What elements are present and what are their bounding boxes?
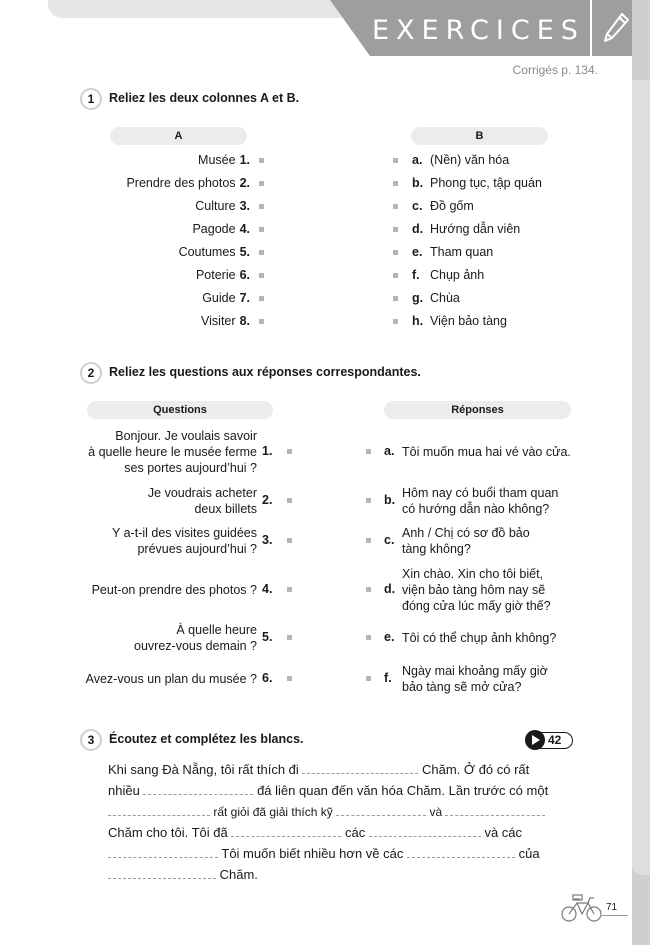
- list-item-b: h. Viện bảo tàng: [412, 314, 507, 328]
- match-dot[interactable]: [366, 538, 371, 543]
- text-line: nhiều đá liên quan đến văn hóa Chăm. Lần trước có một: [108, 783, 549, 798]
- blank-field[interactable]: [445, 804, 545, 816]
- list-item-b: d. Hướng dẫn viên: [412, 222, 521, 236]
- question-number: 2.: [262, 493, 273, 507]
- match-dot[interactable]: [366, 449, 371, 454]
- exercise-3-number: 3: [80, 729, 102, 751]
- match-dot[interactable]: [287, 498, 292, 503]
- header-title: EXERCICES: [372, 15, 585, 46]
- list-item-a: Pagode 4.: [192, 222, 250, 236]
- answer-letter: a.: [384, 444, 395, 458]
- blank-field[interactable]: [231, 825, 341, 837]
- exercise-2-title: Reliez les questions aux réponses correspondantes.: [109, 365, 421, 379]
- match-dot[interactable]: [287, 635, 292, 640]
- text-line: Khi sang Đà Nẵng, tôi rất thích đi Chăm. Ở đó có rất: [108, 762, 530, 777]
- text-line: rất giỏi đã giải thích kỹ và: [108, 804, 545, 819]
- match-dot[interactable]: [393, 250, 398, 255]
- list-item-a: Prendre des photos 2.: [126, 176, 250, 190]
- match-dot[interactable]: [259, 319, 264, 324]
- question-number: 5.: [262, 630, 273, 644]
- blank-field[interactable]: [108, 846, 218, 858]
- match-dot[interactable]: [259, 250, 264, 255]
- text-line: Chăm.: [108, 867, 258, 882]
- question-number: 3.: [262, 533, 273, 547]
- answer-letter: f.: [384, 671, 392, 685]
- blank-field[interactable]: [108, 804, 210, 816]
- answer-letter: c.: [384, 533, 395, 547]
- right-margin-tab: [632, 80, 650, 875]
- question-item: Je voudrais acheter deux billets: [147, 486, 257, 516]
- blank-field[interactable]: [407, 846, 515, 858]
- list-item-a: Poterie 6.: [195, 268, 250, 282]
- match-dot[interactable]: [393, 273, 398, 278]
- exercise-1-title: Reliez les deux colonnes A et B.: [109, 91, 300, 105]
- blank-field[interactable]: [302, 762, 418, 774]
- match-dot[interactable]: [366, 676, 371, 681]
- list-item-a: Visiter 8.: [201, 314, 250, 328]
- blank-field[interactable]: [108, 867, 216, 879]
- text-line: Chăm cho tôi. Tôi đã các và các: [108, 825, 523, 840]
- text-line: Tôi muốn biết nhiều hơn về các của: [108, 846, 540, 861]
- match-dot[interactable]: [393, 296, 398, 301]
- list-item-a: Culture 3.: [195, 199, 250, 213]
- play-icon[interactable]: [525, 730, 545, 750]
- responses-header: Réponses: [384, 401, 571, 419]
- question-item: Avez-vous un plan du musée ?: [85, 672, 257, 686]
- answer-item: Hôm nay có buổi tham quan có hướng dẫn nào không?: [402, 486, 559, 516]
- answer-letter: e.: [384, 630, 395, 644]
- blank-field[interactable]: [336, 804, 426, 816]
- answer-item: Tôi muốn mua hai vé vào cửa.: [402, 445, 571, 459]
- list-item-a: Guide 7.: [202, 291, 250, 305]
- question-number: 1.: [262, 444, 273, 458]
- match-dot[interactable]: [366, 635, 371, 640]
- question-item: À quelle heure ouvrez-vous demain ?: [134, 623, 257, 653]
- list-item-b: g. Chùa: [412, 291, 460, 305]
- match-dot[interactable]: [393, 204, 398, 209]
- exercise-1-number: 1: [80, 88, 102, 110]
- answer-letter: d.: [384, 582, 396, 596]
- list-item-b: c. Đồ gốm: [412, 199, 474, 213]
- column-b-header: B: [411, 127, 548, 145]
- match-dot[interactable]: [259, 181, 264, 186]
- match-dot[interactable]: [393, 158, 398, 163]
- top-decor-bar: [48, 0, 378, 18]
- questions-header: Questions: [87, 401, 273, 419]
- match-dot[interactable]: [259, 204, 264, 209]
- match-dot[interactable]: [393, 319, 398, 324]
- corriges-reference: Corrigés p. 134.: [512, 63, 598, 77]
- list-item-b: b. Phong tục, tập quán: [412, 176, 542, 190]
- match-dot[interactable]: [259, 158, 264, 163]
- question-item: Y a-t-il des visites guidées prévues aujourd’hui ?: [112, 526, 257, 556]
- match-dot[interactable]: [287, 449, 292, 454]
- question-number: 4.: [262, 582, 273, 596]
- match-dot[interactable]: [287, 676, 292, 681]
- exercise-2-number: 2: [80, 362, 102, 384]
- blank-field[interactable]: [143, 783, 253, 795]
- list-item-a: Coutumes 5.: [178, 245, 250, 259]
- answer-item: Ngày mai khoảng mấy giờ bảo tàng sẽ mở cửa?: [402, 664, 548, 694]
- match-dot[interactable]: [366, 587, 371, 592]
- footer-rule: [602, 915, 628, 916]
- bicycle-icon: [560, 893, 604, 923]
- match-dot[interactable]: [287, 538, 292, 543]
- header-divider: [590, 0, 592, 56]
- exercise-3-title: Écoutez et complétez les blancs.: [109, 732, 304, 746]
- answer-item: Anh / Chị có sơ đồ bảo tàng không?: [402, 526, 530, 556]
- list-item-b: f. Chụp ảnh: [412, 268, 485, 282]
- match-dot[interactable]: [259, 227, 264, 232]
- list-item-b: a. (Nền) văn hóa: [412, 153, 510, 167]
- blank-field[interactable]: [369, 825, 481, 837]
- page-number: 71: [606, 902, 618, 913]
- column-a-header: A: [110, 127, 247, 145]
- match-dot[interactable]: [287, 587, 292, 592]
- match-dot[interactable]: [259, 273, 264, 278]
- pencil-icon: [600, 8, 632, 48]
- question-number: 6.: [262, 671, 273, 685]
- answer-item: Tôi có thể chụp ảnh không?: [402, 631, 557, 645]
- question-item: Bonjour. Je voulais savoir à quelle heure le musée ferme ses portes aujourd’hui ?: [88, 429, 257, 475]
- match-dot[interactable]: [393, 227, 398, 232]
- answer-letter: b.: [384, 493, 396, 507]
- question-item: Peut-on prendre des photos ?: [91, 583, 257, 597]
- audio-track-number: 42: [548, 733, 562, 747]
- match-dot[interactable]: [393, 181, 398, 186]
- answer-item: Xin chào. Xin cho tôi biết, viện bảo tàng hôm nay sẽ đóng cửa lúc mấy giờ thế?: [402, 567, 551, 613]
- list-item-a: Musée 1.: [198, 153, 250, 167]
- match-dot[interactable]: [259, 296, 264, 301]
- list-item-b: e. Tham quan: [412, 245, 494, 259]
- match-dot[interactable]: [366, 498, 371, 503]
